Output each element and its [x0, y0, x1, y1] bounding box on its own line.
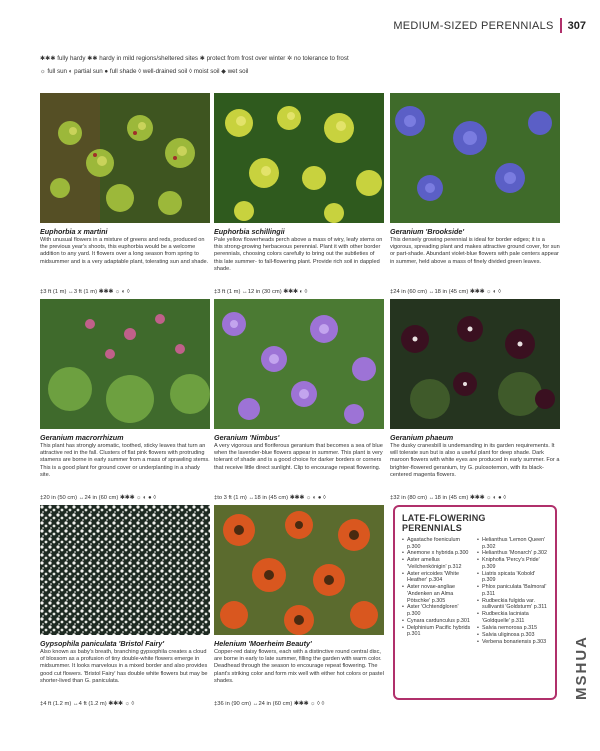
- list-item: • Aster ericoides 'White Heather' p.304: [402, 571, 473, 584]
- plant-stats: ‡36 in (90 cm) ↔24 in (60 cm) ✱✱✱ ☼ ◊ ◊: [214, 701, 325, 707]
- plant-name: Geranium 'Brookside': [390, 227, 465, 236]
- plant-photo: [40, 93, 210, 223]
- box-title: LATE-FLOWERING PERENNIALS: [402, 513, 486, 533]
- plant-card: [40, 505, 210, 707]
- plant-description: A very vigorous and floriferous geranium that becomes a sea of blue when the lavender-blue flowers appear in summer. This plant is very tolerant of shade and is a good choice for darker borders or corners that receive little direct sunlight. Clip to encourage repeat flowering.: [214, 443, 383, 471]
- list-item: • Rudbeckia laciniata 'Goldquelle' p.311: [477, 611, 548, 624]
- list-item: • Delphinium Pacific hybrids p.301: [402, 625, 473, 638]
- watermark: MSHUA: [573, 635, 590, 700]
- list-item: • Anemone x hybrida p.300: [402, 550, 473, 557]
- plant-description: Copper-red daisy flowers, each with a distinctive round central disc, are borne in early to late summer, filling the garden with warm color. Deadhead through the season to encourage repeat flowering. The plant's striking color and form mix well with either hot colors or pastel shades.: [214, 649, 384, 684]
- plant-description: Also known as baby's breath, branching gypsophila creates a cloud of blossom as a profusion of tiny double-white flowers emerge in midsummer. It looks marvelous in a mixed border and also provides good cut flowers. 'Bristol Fairy' has double white flowers but may be shorter-lived than G. paniculata.: [40, 649, 208, 684]
- list-item: • Liatris spicata 'Kobold' p.309: [477, 571, 548, 584]
- list-item: • Phlox paniculata 'Balmoral' p.311: [477, 584, 548, 597]
- symbol-legend: [40, 52, 560, 78]
- plant-stats: ‡3 ft (1 m) ↔3 ft (1 m) ✱✱✱ ☼ ◐ ◊: [40, 289, 130, 295]
- page-number: 307: [567, 19, 586, 32]
- plant-photo: [214, 299, 384, 429]
- list-item: • Helianthus 'Lemon Queen' p.302: [477, 537, 548, 550]
- plant-photo: [390, 299, 560, 429]
- page-header: [393, 18, 586, 33]
- legend-conditions: ☼ full sun ◐ partial sun ● full shade ◊ well-drained soil ◊ moist soil ◆ wet soil: [40, 68, 249, 75]
- plant-stats: ‡24 in (60 cm) ↔18 in (45 cm) ✱✱✱ ☼ ◐ ◊: [390, 289, 501, 295]
- section-title: MEDIUM-SIZED PERENNIALS: [393, 19, 554, 32]
- list-item: • Salvia uliginosa p.303: [477, 632, 548, 639]
- plant-stats: ‡to 3 ft (1 m) ↔18 in (45 cm) ✱✱✱ ☼ ◐ ● ◊: [214, 495, 326, 501]
- list-item: • Helianthus 'Monarch' p.302: [477, 550, 548, 557]
- legend-hardiness: ✱✱✱ fully hardy ✱✱ hardy in mild regions/sheltered sites ✱ protect from frost over winter ✲ no tolerance to frost: [40, 55, 349, 62]
- list-item: • Kniphofia 'Percy's Pride' p.309: [477, 557, 548, 570]
- late-flowering-box: [393, 505, 557, 700]
- plant-photo: [40, 299, 210, 429]
- list-item: • Agastache foeniculum p.300: [402, 537, 473, 550]
- list-item: • Verbena bonariensis p.303: [477, 639, 548, 646]
- plant-card: [214, 505, 384, 707]
- plant-description: Pale yellow flowerheads perch above a mass of wiry, leafy stems on this strong-growing herbaceous perennial. Plant it with other border perennials, choosing colors carefully to bring out the subtleties of this late summer- to fall-flowering plant. Provide rich soil in dappled shade.: [214, 237, 383, 272]
- list-item: • Aster amellus 'Veilchenkönigin' p.312: [402, 557, 473, 570]
- plant-name: Euphorbia x martini: [40, 227, 108, 236]
- list-item: • Cynara cardunculus p.301: [402, 618, 473, 625]
- plant-description: This plant has strongly aromatic, toothed, sticky leaves that turn an attractive red in the fall. Clusters of flat pink flowers with protruding stamens are borne in early summer from a mass of sprawling stems. This is a good plant for ground cover or underplanting in a shady site.: [40, 443, 210, 478]
- list-item: • Aster 'Ochtendgloren' p.300: [402, 604, 473, 617]
- plant-photo: [214, 505, 384, 635]
- plant-description: This densely growing perennial is ideal for border edges; it is a vigorous, spreading plant and makes attractive ground cover, for sun or part-shade. Abundant violet-blue flowers with pale centers appear in summer, held above a mass of finely divided green leaves.: [390, 237, 560, 265]
- plant-description: With unusual flowers in a mixture of greens and reds, produced on the previous year's shoots, this euphorbia would be a welcome addition to any yard. It flowers over a long season from spring to midsummer and is a very adaptable plant, tolerating sun and shade.: [40, 237, 209, 265]
- plant-stats: ‡20 in (50 cm) ↔24 in (60 cm) ✱✱✱ ☼ ◐ ● ◊: [40, 495, 157, 501]
- plant-card: [390, 93, 560, 295]
- plant-name: Gypsophila paniculata 'Bristol Fairy': [40, 639, 165, 648]
- list-item: • Aster novae-angliae 'Andenken an Alma Pötschke' p.305: [402, 584, 473, 604]
- list-item: • Salvia nemorosa p.315: [477, 625, 548, 632]
- plant-card: [214, 299, 384, 501]
- plant-name: Geranium macrorrhizum: [40, 433, 124, 442]
- plant-card: [214, 93, 384, 295]
- box-list-right: [477, 537, 548, 645]
- plant-photo: [214, 93, 384, 223]
- list-item: • Rudbeckia fulgida var. sullivantii 'Goldsturm' p.311: [477, 598, 548, 611]
- plant-stats: ‡3 ft (1 m) ↔12 in (30 cm) ✱✱✱ ◐ ◊: [214, 289, 308, 295]
- plant-card: [40, 299, 210, 501]
- plant-photo: [40, 505, 210, 635]
- plant-name: Geranium phaeum: [390, 433, 454, 442]
- plant-photo: [390, 93, 560, 223]
- plant-stats: ‡32 in (80 cm) ↔18 in (45 cm) ✱✱✱ ☼ ◐ ● ◊: [390, 495, 507, 501]
- plant-name: Euphorbia schillingii: [214, 227, 285, 236]
- box-list-left: [402, 537, 473, 645]
- header-divider: [560, 18, 562, 33]
- plant-name: Helenium 'Moerheim Beauty': [214, 639, 312, 648]
- plant-stats: ‡4 ft (1.2 m) ↔4 ft (1.2 m) ✱✱✱ ☼ ◊: [40, 701, 135, 707]
- plant-description: The dusky cranesbill is undemanding in its garden requirements. It will tolerate sun but is also a useful plant for deep shade. Dark maroon flowers with white eyes are produced in early summer. For a brighter-flowered geranium, try G. pulosotemon, with its black-centered magenta flowers.: [390, 443, 560, 478]
- plant-card: [390, 299, 560, 501]
- plant-card: [40, 93, 210, 295]
- plant-name: Geranium 'Nimbus': [214, 433, 280, 442]
